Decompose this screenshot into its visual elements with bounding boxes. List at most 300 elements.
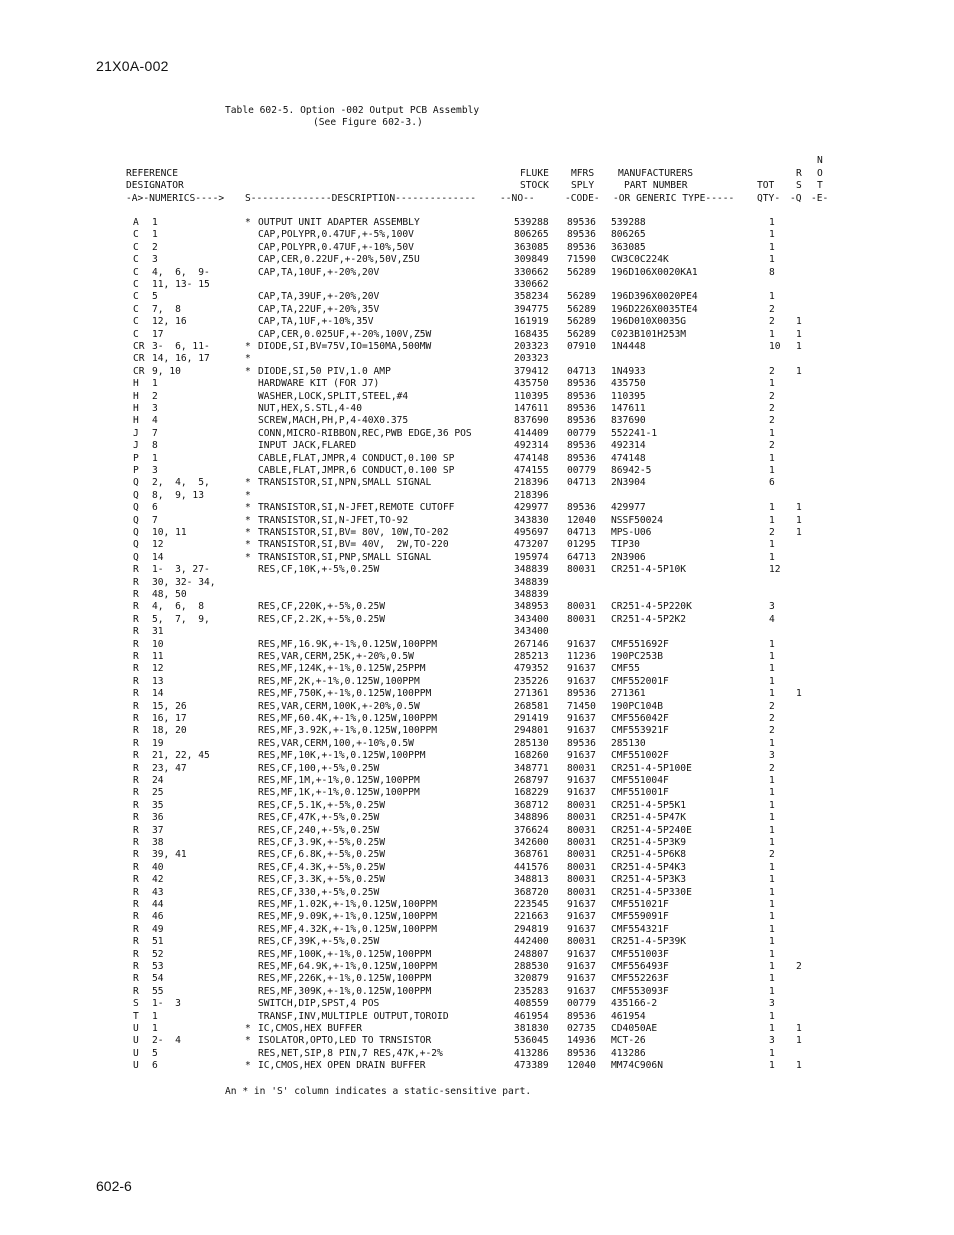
ref-numerics: 1- 3 (152, 998, 181, 1010)
total-qty: 2 (769, 762, 775, 774)
description: RES,CF,330,+-5%,0.25W (258, 886, 380, 898)
table-row (0, 887, 954, 899)
ref-numerics: 8, 9, 13 (152, 489, 204, 501)
fluke-stock-no: 271361 (514, 688, 549, 700)
mfrs-code: 89536 (567, 452, 596, 464)
ref-numerics: 12 (152, 663, 164, 675)
ref-letter: R (133, 849, 139, 861)
table-row (0, 936, 954, 948)
mfr-part-number: CR251-4-5P100E (611, 762, 692, 774)
mfr-part-number: CR251-4-5P47K (611, 812, 687, 824)
ref-numerics: 1 (152, 1010, 158, 1022)
fluke-stock-no: 806265 (514, 229, 549, 241)
table-row (0, 601, 954, 613)
mfrs-code: 91637 (567, 775, 596, 786)
header-mfrs: MFRS (571, 168, 595, 179)
static-flag: * (245, 1023, 251, 1034)
table-row (0, 626, 954, 638)
fluke-stock-no: 288530 (514, 961, 549, 972)
rec-qty: 1 (796, 527, 802, 538)
mfrs-code: 80031 (567, 564, 596, 576)
table-row (0, 924, 954, 936)
table-row (0, 229, 954, 241)
total-qty: 2 (769, 415, 775, 427)
ref-letter: R (133, 824, 139, 836)
description: TRANSF,INV,MULTIPLE OUTPUT,TOROID (258, 1010, 449, 1022)
mfrs-code: 80031 (567, 601, 596, 613)
table-row (0, 428, 954, 440)
table-row (0, 676, 954, 688)
total-qty: 1 (769, 787, 775, 799)
table-row (0, 787, 954, 799)
mfr-part-number: 539288 (611, 217, 646, 228)
mfr-part-number: 837690 (611, 415, 646, 427)
total-qty: 2 (769, 365, 775, 377)
total-qty: 2 (769, 316, 775, 328)
fluke-stock-no: 320879 (514, 973, 549, 985)
total-qty: 1 (769, 254, 775, 266)
mfr-part-number: CMF551021F (611, 899, 669, 910)
total-qty: 1 (769, 886, 775, 898)
mfr-part-number: CMF551002F (611, 750, 669, 762)
static-flag: * (245, 527, 251, 538)
ref-numerics: 40 (152, 861, 164, 873)
description: TRANSISTOR,SI,BV= 40V, 2W,TO-220 (258, 539, 449, 551)
mfrs-code: 91637 (567, 911, 596, 923)
fluke-stock-no: 203323 (514, 341, 549, 352)
ref-letter: C (133, 303, 139, 315)
fluke-stock-no: 343400 (514, 613, 549, 625)
total-qty: 1 (769, 899, 775, 910)
mfrs-code: 91637 (567, 961, 596, 972)
description: TRANSISTOR,SI,NPN,SMALL SIGNAL (258, 477, 432, 489)
description: CAP,TA,39UF,+-20%,20V (258, 291, 380, 303)
description: RES,MF,124K,+-1%,0.125W,25PPM (258, 663, 426, 675)
ref-letter: R (133, 787, 139, 799)
description: RES,MF,64.9K,+-1%,0.125W,100PPM (258, 961, 438, 972)
header-designator: DESIGNATOR (126, 180, 184, 191)
fluke-stock-no: 479352 (514, 663, 549, 675)
fluke-stock-no: 539288 (514, 217, 549, 228)
mfr-part-number: 492314 (611, 440, 646, 452)
mfr-part-number: CR251-4-5P330E (611, 886, 692, 898)
mfrs-code: 89536 (567, 415, 596, 427)
table-row (0, 304, 954, 316)
mfrs-code: 91637 (567, 675, 596, 687)
table-row (0, 552, 954, 564)
ref-numerics: 7 (152, 514, 158, 526)
total-qty: 2 (769, 303, 775, 315)
ref-numerics: 23, 47 (152, 762, 187, 774)
ref-numerics: 38 (152, 837, 164, 848)
header-note-t: T (817, 180, 823, 191)
fluke-stock-no: 291419 (514, 713, 549, 724)
description: NUT,HEX,S.STL,4-40 (258, 403, 362, 414)
header-reference: REFERENCE (126, 168, 178, 179)
fluke-stock-no: 348839 (514, 589, 549, 600)
fluke-stock-no: 368712 (514, 799, 549, 811)
fluke-stock-no: 381830 (514, 1023, 549, 1034)
mfr-part-number: 1N4448 (611, 341, 646, 352)
mfrs-code: 91637 (567, 985, 596, 997)
total-qty: 12 (769, 564, 781, 576)
mfrs-code: 80031 (567, 849, 596, 861)
ref-numerics: 8 (152, 440, 158, 452)
ref-numerics: 54 (152, 973, 164, 985)
fluke-stock-no: 348839 (514, 576, 549, 588)
fluke-stock-no: 348953 (514, 601, 549, 613)
mfr-part-number: 2N3906 (611, 551, 646, 563)
mfrs-code: 91637 (567, 923, 596, 935)
mfr-part-number: 474148 (611, 452, 646, 464)
static-flag: * (245, 353, 251, 365)
ref-letter: R (133, 985, 139, 997)
fluke-stock-no: 309849 (514, 254, 549, 266)
description: RES,NET,SIP,8 PIN,7 RES,47K,+-2% (258, 1047, 443, 1059)
description: INPUT JACK,FLARED (258, 440, 357, 452)
ref-numerics: 7, 8 (152, 303, 181, 315)
total-qty: 2 (769, 440, 775, 452)
description: RES,MF,226K,+-1%,0.125W,100PPM (258, 973, 432, 985)
ref-letter: R (133, 874, 139, 886)
description: RES,CF,2.2K,+-5%,0.25W (258, 613, 386, 625)
fluke-stock-no: 285130 (514, 737, 549, 749)
table-row (0, 763, 954, 775)
mfrs-code: 89536 (567, 737, 596, 749)
total-qty: 1 (769, 229, 775, 241)
ref-numerics: 2- 4 (152, 1035, 181, 1047)
fluke-stock-no: 343400 (514, 626, 549, 638)
mfr-part-number: CMF552001F (611, 675, 669, 687)
header-stock: STOCK (520, 180, 549, 191)
table-row (0, 341, 954, 353)
fluke-stock-no: 161919 (514, 316, 549, 328)
table-header (0, 155, 954, 207)
table-row (0, 949, 954, 961)
table-row (0, 316, 954, 328)
ref-letter: R (133, 626, 139, 638)
rec-qty: 1 (796, 365, 802, 377)
table-row (0, 775, 954, 787)
ref-letter: R (133, 861, 139, 873)
ref-numerics: 1 (152, 217, 158, 228)
mfrs-code: 07910 (567, 341, 596, 352)
mfr-part-number: CD4050AE (611, 1023, 658, 1034)
ref-numerics: 35 (152, 799, 164, 811)
mfr-part-number: CR251-4-5P39K (611, 936, 687, 948)
ref-letter: R (133, 576, 139, 588)
ref-letter: Q (133, 527, 139, 538)
description: CONN,MICRO-RIBBON,REC,PWB EDGE,36 POS (258, 427, 472, 439)
mfrs-code: 80031 (567, 936, 596, 948)
rec-qty: 1 (796, 316, 802, 328)
total-qty: 3 (769, 998, 775, 1010)
description: RES,MF,1K,+-1%,0.125W,100PPM (258, 787, 420, 799)
mfr-part-number: CR251-4-5P6K8 (611, 849, 687, 861)
fluke-stock-no: 413286 (514, 1047, 549, 1059)
ref-letter: R (133, 601, 139, 613)
mfr-part-number: 190PC104B (611, 700, 663, 712)
mfr-part-number: CMF551692F (611, 638, 669, 650)
table-row (0, 453, 954, 465)
table-row (0, 577, 954, 589)
description: RES,CF,3.9K,+-5%,0.25W (258, 837, 386, 848)
ref-numerics: 14 (152, 688, 164, 700)
fluke-stock-no: 442400 (514, 936, 549, 948)
header-qty: QTY- (757, 193, 781, 204)
mfrs-code: 91637 (567, 725, 596, 737)
ref-letter: R (133, 589, 139, 600)
ref-letter: R (133, 775, 139, 786)
fluke-stock-no: 330662 (514, 279, 549, 290)
fluke-stock-no: 147611 (514, 403, 549, 414)
ref-numerics: 55 (152, 985, 164, 997)
ref-letter: P (133, 465, 139, 476)
table-row (0, 825, 954, 837)
table-row (0, 1023, 954, 1035)
ref-letter: H (133, 415, 139, 427)
mfrs-code: 89536 (567, 229, 596, 241)
total-qty: 1 (769, 465, 775, 476)
ref-numerics: 52 (152, 948, 164, 960)
description: RES,MF,10K,+-1%,0.125W,100PPM (258, 750, 426, 762)
table-row (0, 849, 954, 861)
ref-letter: R (133, 948, 139, 960)
description: RES,CF,39K,+-5%,0.25W (258, 936, 380, 948)
mfr-part-number: 190PC253B (611, 651, 663, 662)
ref-numerics: 42 (152, 874, 164, 886)
total-qty: 1 (769, 427, 775, 439)
mfr-part-number: 435750 (611, 378, 646, 390)
ref-letter: R (133, 961, 139, 972)
ref-numerics: 44 (152, 899, 164, 910)
ref-numerics: 2 (152, 390, 158, 402)
fluke-stock-no: 474148 (514, 452, 549, 464)
ref-letter: R (133, 750, 139, 762)
mfr-part-number: CR251-4-5P10K (611, 564, 687, 576)
ref-numerics: 12, 16 (152, 316, 187, 328)
ref-letter: H (133, 378, 139, 390)
total-qty: 1 (769, 737, 775, 749)
description: DIODE,SI,50 PIV,1.0 AMP (258, 365, 391, 377)
total-qty: 2 (769, 713, 775, 724)
header-code: -CODE- (565, 193, 600, 204)
rec-qty: 2 (796, 961, 802, 972)
table-row (0, 465, 954, 477)
fluke-stock-no: 414409 (514, 427, 549, 439)
mfrs-code: 89536 (567, 1010, 596, 1022)
ref-numerics: 3- 6, 11- (152, 341, 210, 352)
mfrs-code: 91637 (567, 750, 596, 762)
description: TRANSISTOR,SI,N-JFET,REMOTE CUTOFF (258, 502, 455, 514)
ref-letter: R (133, 837, 139, 848)
description: RES,CF,47K,+-5%,0.25W (258, 812, 380, 824)
ref-letter: Q (133, 539, 139, 551)
ref-numerics: 1 (152, 452, 158, 464)
header-no: --NO-- (500, 193, 535, 204)
rec-qty: 1 (796, 328, 802, 340)
ref-numerics: 11 (152, 651, 164, 662)
fluke-stock-no: 495697 (514, 527, 549, 538)
fluke-stock-no: 348771 (514, 762, 549, 774)
ref-letter: R (133, 799, 139, 811)
static-flag: * (245, 514, 251, 526)
table-row (0, 651, 954, 663)
total-qty: 8 (769, 266, 775, 278)
fluke-stock-no: 348813 (514, 874, 549, 886)
mfr-part-number: CW3C0C224K (611, 254, 669, 266)
mfr-part-number: 806265 (611, 229, 646, 241)
fluke-stock-no: 536045 (514, 1035, 549, 1047)
fluke-stock-no: 474155 (514, 465, 549, 476)
ref-letter: U (133, 1023, 139, 1034)
mfr-part-number: 110395 (611, 390, 646, 402)
ref-numerics: 25 (152, 787, 164, 799)
table-row (0, 353, 954, 365)
ref-numerics: 46 (152, 911, 164, 923)
table-title: Table 602-5. Option -002 Output PCB Assembly (225, 105, 480, 116)
table-row (0, 403, 954, 415)
ref-numerics: 14 (152, 551, 164, 563)
mfrs-code: 80031 (567, 613, 596, 625)
mfr-part-number: NSSF50024 (611, 514, 663, 526)
static-flag: * (245, 539, 251, 551)
ref-letter: R (133, 911, 139, 923)
ref-letter: T (133, 1010, 139, 1022)
fluke-stock-no: 408559 (514, 998, 549, 1010)
total-qty: 1 (769, 675, 775, 687)
ref-letter: Q (133, 514, 139, 526)
table-row (0, 800, 954, 812)
table-row (0, 589, 954, 601)
description: TRANSISTOR,SI,PNP,SMALL SIGNAL (258, 551, 432, 563)
mfr-part-number: 196D010X0035G (611, 316, 687, 328)
ref-numerics: 11, 13- 15 (152, 279, 210, 290)
mfr-part-number: CMF553921F (611, 725, 669, 737)
fluke-stock-no: 235283 (514, 985, 549, 997)
fluke-stock-no: 368761 (514, 849, 549, 861)
total-qty: 1 (769, 638, 775, 650)
mfr-part-number: 147611 (611, 403, 646, 414)
ref-letter: Q (133, 551, 139, 563)
description: TRANSISTOR,SI,N-JFET,TO-92 (258, 514, 409, 526)
total-qty: 1 (769, 551, 775, 563)
total-qty: 1 (769, 651, 775, 662)
mfr-part-number: 435166-2 (611, 998, 658, 1010)
mfrs-code: 80031 (567, 874, 596, 886)
mfr-part-number: CMF552263F (611, 973, 669, 985)
ref-letter: P (133, 452, 139, 464)
table-row (0, 267, 954, 279)
total-qty: 1 (769, 663, 775, 675)
rec-qty: 1 (796, 341, 802, 352)
fluke-stock-no: 294801 (514, 725, 549, 737)
fluke-stock-no: 248807 (514, 948, 549, 960)
table-row (0, 899, 954, 911)
total-qty: 2 (769, 403, 775, 414)
mfr-part-number: 196D396X0020PE4 (611, 291, 698, 303)
fluke-stock-no: 218396 (514, 489, 549, 501)
fluke-stock-no: 267146 (514, 638, 549, 650)
mfr-part-number: CMF551003F (611, 948, 669, 960)
header-generic-type: -OR GENERIC TYPE----- (613, 193, 735, 204)
fluke-stock-no: 342600 (514, 837, 549, 848)
ref-numerics: 10, 11 (152, 527, 187, 538)
fluke-stock-no: 473389 (514, 1060, 549, 1072)
mfr-part-number: CMF554321F (611, 923, 669, 935)
mfr-part-number: 2N3904 (611, 477, 646, 489)
ref-letter: H (133, 390, 139, 402)
ref-letter: R (133, 700, 139, 712)
header-note-o: O (817, 168, 823, 179)
static-flag: * (245, 341, 251, 352)
mfrs-code: 89536 (567, 688, 596, 700)
mfrs-code: 80031 (567, 886, 596, 898)
total-qty: 1 (769, 911, 775, 923)
description: RES,MF,9.09K,+-1%,0.125W,100PPM (258, 911, 438, 923)
total-qty: 3 (769, 1035, 775, 1047)
mfrs-code: 11236 (567, 651, 596, 662)
table-row (0, 713, 954, 725)
table-row (0, 639, 954, 651)
mfrs-code: 14936 (567, 1035, 596, 1047)
description: CAP,POLYPR,0.47UF,+-5%,100V (258, 229, 414, 241)
mfrs-code: 91637 (567, 787, 596, 799)
ref-letter: C (133, 279, 139, 290)
table-row (0, 874, 954, 886)
ref-letter: C (133, 291, 139, 303)
mfr-part-number: CMF559091F (611, 911, 669, 923)
mfrs-code: 80031 (567, 799, 596, 811)
mfr-part-number: MPS-U06 (611, 527, 652, 538)
total-qty: 1 (769, 378, 775, 390)
ref-letter: R (133, 564, 139, 576)
total-qty: 1 (769, 874, 775, 886)
table-row (0, 862, 954, 874)
mfrs-code: 00779 (567, 465, 596, 476)
table-row (0, 663, 954, 675)
header-description: S--------------DESCRIPTION-------------- (245, 193, 477, 204)
description: CAP,TA,22UF,+-20%,35V (258, 303, 380, 315)
ref-letter: CR (133, 365, 145, 377)
static-flag: * (245, 489, 251, 501)
table-row (0, 378, 954, 390)
ref-numerics: 1 (152, 1023, 158, 1034)
ref-numerics: 13 (152, 675, 164, 687)
ref-numerics: 4 (152, 415, 158, 427)
total-qty: 1 (769, 799, 775, 811)
ref-numerics: 5 (152, 1047, 158, 1059)
table-row (0, 502, 954, 514)
ref-letter: C (133, 328, 139, 340)
ref-numerics: 1 (152, 378, 158, 390)
table-row (0, 279, 954, 291)
total-qty: 1 (769, 948, 775, 960)
ref-numerics: 37 (152, 824, 164, 836)
table-row (0, 911, 954, 923)
total-qty: 2 (769, 700, 775, 712)
ref-letter: R (133, 613, 139, 625)
ref-numerics: 30, 32- 34, (152, 576, 216, 588)
mfrs-code: 12040 (567, 514, 596, 526)
header-numerics: -A>-NUMERICS----> (126, 193, 225, 204)
ref-letter: R (133, 923, 139, 935)
fluke-stock-no: 110395 (514, 390, 549, 402)
description: CAP,TA,10UF,+-20%,20V (258, 266, 380, 278)
mfr-part-number: CMF556493F (611, 961, 669, 972)
ref-letter: R (133, 886, 139, 898)
description: RES,CF,10K,+-5%,0.25W (258, 564, 380, 576)
